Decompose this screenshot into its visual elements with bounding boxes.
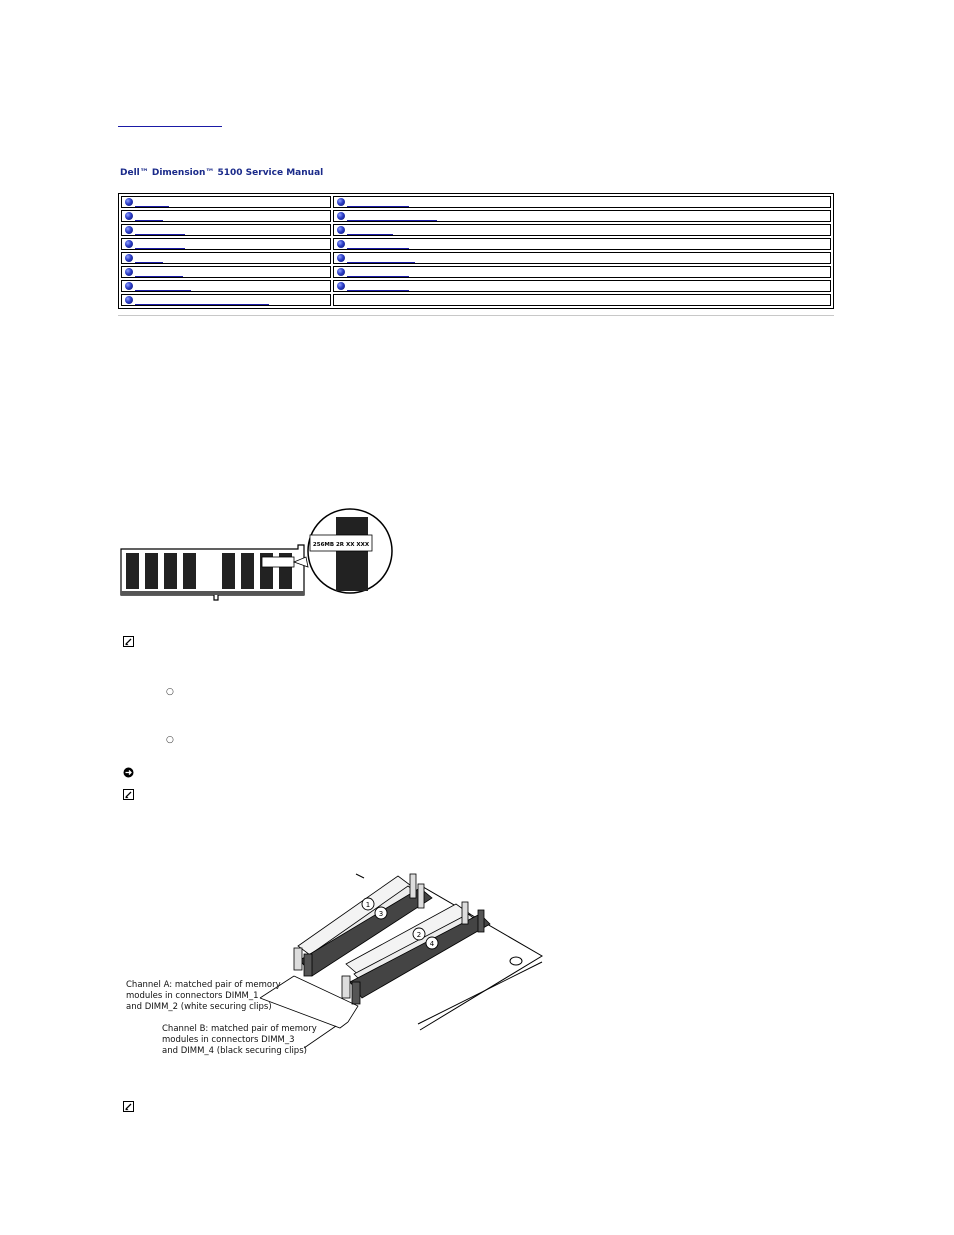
channel-b-caption-line-2: modules in connectors DIMM_3: [162, 1035, 295, 1045]
toc-cell-left: [121, 196, 331, 208]
toc-row: [121, 280, 831, 292]
bullet-icon: [337, 240, 345, 248]
toc-row: [121, 266, 831, 278]
toc-cell-left: [121, 238, 331, 250]
toc-cell-left: [121, 294, 331, 306]
channel-b-caption-line-3: and DIMM_4 (black securing clips): [162, 1046, 307, 1056]
toc-row: [121, 224, 831, 236]
toc-link[interactable]: [347, 276, 409, 277]
toc-row: [121, 210, 831, 222]
toc-link[interactable]: [347, 262, 415, 263]
manual-title: Dell™ Dimension™ 5100 Service Manual: [120, 168, 324, 178]
toc-cell-right: [333, 252, 831, 264]
toc-cell-right: [333, 266, 831, 278]
toc-cell-left: [121, 252, 331, 264]
memory-module-label: 256MB 2R XX XXX: [312, 542, 370, 548]
bullet-icon: [125, 226, 133, 234]
bullet-icon: [125, 254, 133, 262]
toc-cell-right: [333, 224, 831, 236]
toc-cell-right: [333, 280, 831, 292]
toc-link[interactable]: [135, 262, 163, 263]
sub-list-bullet: ○: [166, 687, 174, 697]
toc-cell-left: [121, 210, 331, 222]
toc-link[interactable]: [135, 290, 191, 291]
note-icon: [123, 636, 134, 647]
toc-link[interactable]: [347, 248, 409, 249]
toc-row: [121, 196, 831, 208]
bullet-icon: [125, 282, 133, 290]
toc-link[interactable]: [135, 276, 183, 277]
channel-a-caption-line-3: and DIMM_2 (white securing clips): [126, 1002, 272, 1012]
notice-icon: [123, 767, 134, 778]
toc-cell-right: [333, 210, 831, 222]
section-divider: [118, 315, 834, 316]
toc-row: [121, 294, 831, 306]
toc-cell-right: [333, 294, 831, 306]
note-icon: [123, 1101, 134, 1112]
toc-link[interactable]: [135, 206, 169, 207]
toc-link[interactable]: [135, 248, 185, 249]
memory-module-figure: [118, 505, 398, 605]
toc-cell-right: [333, 238, 831, 250]
toc-link[interactable]: [135, 304, 269, 305]
note-icon: [123, 789, 134, 800]
toc-link[interactable]: [347, 290, 409, 291]
bullet-icon: [337, 198, 345, 206]
toc-link[interactable]: [347, 220, 437, 221]
sub-list-bullet: ○: [166, 735, 174, 745]
bullet-icon: [337, 268, 345, 276]
bullet-icon: [337, 226, 345, 234]
bullet-icon: [125, 212, 133, 220]
channel-b-caption-line-1: Channel B: matched pair of memory: [162, 1024, 317, 1034]
back-to-contents-link[interactable]: [118, 126, 222, 127]
bullet-icon: [337, 254, 345, 262]
dimm-callout-2: 2: [416, 931, 422, 939]
toc-cell-left: [121, 280, 331, 292]
channel-a-caption-line-2: modules in connectors DIMM_1: [126, 991, 259, 1001]
dimm-callout-4: 4: [429, 940, 435, 948]
toc-link[interactable]: [135, 220, 163, 221]
dimm-callout-1: 1: [365, 901, 371, 909]
dimm-channels-figure: [118, 858, 548, 1068]
toc-cell-left: [121, 266, 331, 278]
bullet-icon: [337, 212, 345, 220]
toc-link[interactable]: [347, 206, 409, 207]
toc-link[interactable]: [135, 234, 185, 235]
bullet-icon: [125, 268, 133, 276]
toc-cell-right: [333, 196, 831, 208]
channel-a-caption-line-1: Channel A: matched pair of memory: [126, 980, 281, 990]
bullet-icon: [337, 282, 345, 290]
toc-table: [118, 193, 834, 309]
toc-row: [121, 252, 831, 264]
toc-cell-left: [121, 224, 331, 236]
bullet-icon: [125, 240, 133, 248]
dimm-callout-3: 3: [378, 910, 384, 918]
bullet-icon: [125, 296, 133, 304]
toc-row: [121, 238, 831, 250]
toc-link[interactable]: [347, 234, 393, 235]
bullet-icon: [125, 198, 133, 206]
